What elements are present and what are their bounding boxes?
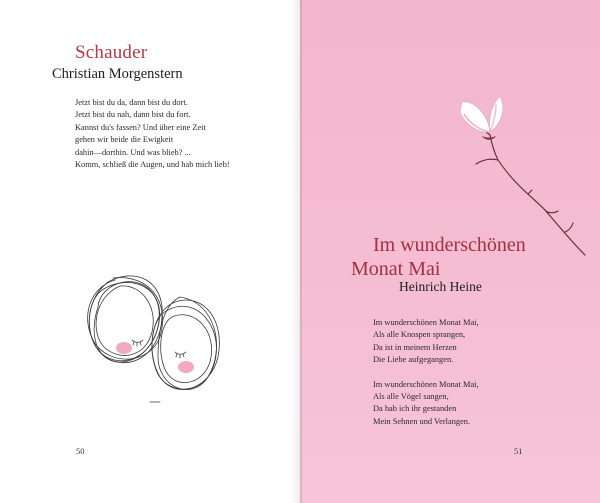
poem-line: Im wunderschönen Monat Mai, [373,318,479,327]
poem-line: Die Liebe aufgegangen. [373,355,454,365]
poem-line: dahin—dorthin. Und was blieb? ... [75,147,191,157]
two-sleeping-faces-sketch-icon [80,262,230,412]
poem-line: Da ist in meinem Herzen [373,342,457,352]
poem-line: Jetzt bist du da, dann bist du dort. [75,98,188,107]
poem-line: gehen wir beide die Ewigkeit [75,135,174,145]
poem-line: Jetzt bist du nah, dann bist du fort. [75,110,191,120]
poem-author-right: Heinrich Heine [399,279,482,294]
poem-author-left: Christian Morgenstern [52,66,183,82]
right-page [300,0,600,503]
page-number-left: 50 [76,446,85,456]
poem-line: Da hab ich ihr gestanden [373,404,457,414]
poem-line: Kannst du's fassen? Und über eine Zeit [75,122,206,132]
page-number-right: 51 [514,446,523,456]
poem-line: Im wunderschönen Monat Mai, [373,379,479,389]
poem-title-line-1: Im wunderschönen [373,234,526,256]
stanza-1 [373,317,583,367]
poem-line: Als alle Vögel sangen, [373,392,449,402]
poem-line: Komm, schließ die Augen, und hab mich lieb! [75,160,230,170]
stanza-2 [373,379,583,429]
poem-text-right [373,317,583,440]
poem-line: Als alle Knospen sprangen, [373,330,466,340]
poem-title-line-2: Monat Mai [351,258,441,280]
poem-title-left: Schauder [75,42,148,63]
poem-text-left [75,97,290,171]
poem-line: Mein Sehnen und Verlangen. [373,416,471,426]
poem-title-right [351,233,526,281]
